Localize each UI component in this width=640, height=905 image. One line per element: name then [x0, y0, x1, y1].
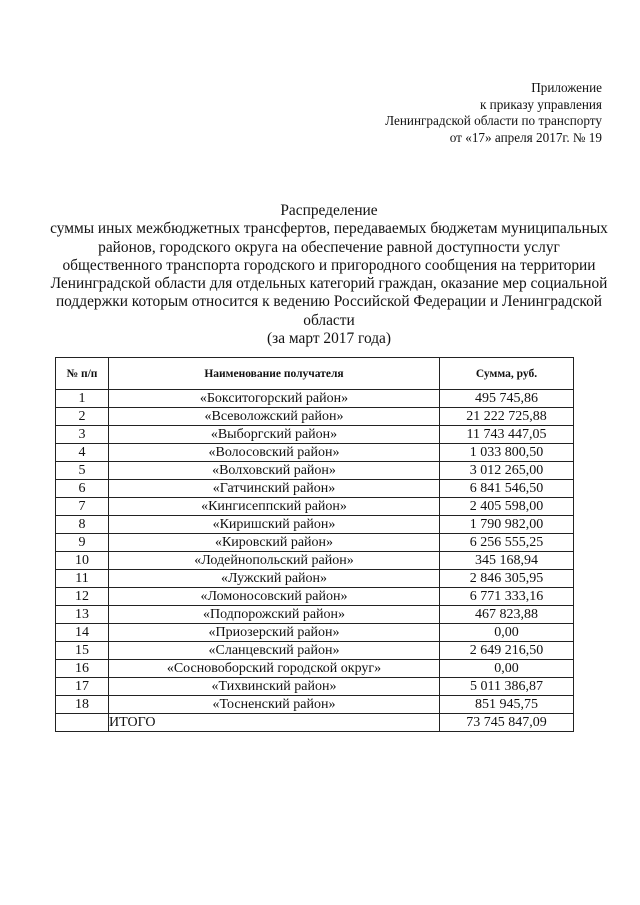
title-line: (за март 2017 года) [266, 330, 391, 348]
row-sum: 2 649 216,50 [440, 642, 574, 660]
row-number: 16 [56, 660, 109, 678]
recipient-name: «Кингисеппский район» [109, 498, 440, 516]
table-row [56, 678, 574, 696]
appendix-line: к приказу управления [479, 96, 602, 112]
row-number: 11 [56, 570, 109, 588]
row-sum: 0,00 [440, 624, 574, 642]
title-line: поддержки которым относится к ведению Российской Федерации и Ленинградской [55, 293, 603, 311]
row-sum: 6 771 333,16 [440, 588, 574, 606]
recipient-name: «Лужский район» [109, 570, 440, 588]
row-number: 18 [56, 696, 109, 714]
recipient-name: «Тихвинский район» [109, 678, 440, 696]
recipient-name: «Сланцевский район» [109, 642, 440, 660]
table-row [56, 426, 574, 444]
document-title [40, 202, 618, 348]
title-heading: Распределение [280, 202, 378, 219]
row-number: 15 [56, 642, 109, 660]
recipient-name: «Тосненский район» [109, 696, 440, 714]
table-row [56, 516, 574, 534]
total-row [56, 714, 574, 732]
table-row [56, 462, 574, 480]
recipient-name: «Приозерский район» [109, 624, 440, 642]
appendix-block [385, 80, 602, 146]
row-sum: 21 222 725,88 [440, 408, 574, 426]
table-row [56, 444, 574, 462]
recipient-name: «Ломоносовский район» [109, 588, 440, 606]
row-sum: 6 841 546,50 [440, 480, 574, 498]
row-number: 13 [56, 606, 109, 624]
recipient-name: «Кировский район» [109, 534, 440, 552]
column-header-recipient: Наименование получателя [109, 358, 440, 390]
table-row [56, 642, 574, 660]
row-sum: 851 945,75 [440, 696, 574, 714]
row-number: 5 [56, 462, 109, 480]
table-row [56, 588, 574, 606]
title-line: общественного транспорта городского и пригородного сообщения на территории [62, 256, 596, 274]
row-number: 9 [56, 534, 109, 552]
recipient-name: «Выборгский район» [109, 426, 440, 444]
recipient-name: «Киришский район» [109, 516, 440, 534]
recipient-name: «Подпорожский район» [109, 606, 440, 624]
row-number: 1 [56, 390, 109, 408]
column-header-number: № п/п [56, 358, 109, 390]
row-number: 14 [56, 624, 109, 642]
table-header-row [56, 358, 574, 390]
table-row [56, 498, 574, 516]
column-header-sum: Сумма, руб. [440, 358, 574, 390]
recipient-name: «Бокситогорский район» [109, 390, 440, 408]
table-row [56, 390, 574, 408]
title-line: районов, городского округа на обеспечение равной доступности услуг [98, 238, 560, 256]
row-number: 10 [56, 552, 109, 570]
row-number: 17 [56, 678, 109, 696]
row-sum: 467 823,88 [440, 606, 574, 624]
row-number: 7 [56, 498, 109, 516]
row-number: 12 [56, 588, 109, 606]
row-sum: 1 033 800,50 [440, 444, 574, 462]
recipient-name: «Гатчинский район» [109, 480, 440, 498]
title-line: суммы иных межбюджетных трансфертов, передаваемых бюджетам муниципальных [50, 220, 608, 238]
table-row [56, 552, 574, 570]
row-sum: 0,00 [440, 660, 574, 678]
row-number: 8 [56, 516, 109, 534]
row-sum: 6 256 555,25 [440, 534, 574, 552]
row-sum: 495 745,86 [440, 390, 574, 408]
row-number: 3 [56, 426, 109, 444]
recipient-name: «Волосовский район» [109, 444, 440, 462]
table-row [56, 624, 574, 642]
table-row [56, 660, 574, 678]
table-row [56, 606, 574, 624]
distribution-table [55, 357, 574, 732]
table-row [56, 696, 574, 714]
row-number: 6 [56, 480, 109, 498]
row-sum: 1 790 982,00 [440, 516, 574, 534]
row-sum: 3 012 265,00 [440, 462, 574, 480]
recipient-name: «Волховский район» [109, 462, 440, 480]
table-row [56, 408, 574, 426]
table-row [56, 480, 574, 498]
appendix-line: Ленинградской области по транспорту [385, 113, 602, 128]
row-sum: 2 846 305,95 [440, 570, 574, 588]
appendix-line: Приложение [531, 80, 602, 95]
table-row [56, 570, 574, 588]
recipient-name: «Всеволожский район» [109, 408, 440, 426]
row-sum: 345 168,94 [440, 552, 574, 570]
table-row [56, 534, 574, 552]
row-number: 4 [56, 444, 109, 462]
row-sum: 11 743 447,05 [440, 426, 574, 444]
row-number: 2 [56, 408, 109, 426]
total-label: ИТОГО [109, 714, 440, 732]
recipient-name: «Сосновоборский городской округ» [109, 660, 440, 678]
title-line: области [303, 311, 355, 329]
row-sum: 2 405 598,00 [440, 498, 574, 516]
total-number-cell [56, 714, 109, 732]
row-sum: 5 011 386,87 [440, 678, 574, 696]
appendix-line: от «17» апреля 2017г. № 19 [449, 129, 602, 145]
recipient-name: «Лодейнопольский район» [109, 552, 440, 570]
title-line: Ленинградской области для отдельных категорий граждан, оказание мер социальной [50, 275, 608, 293]
total-sum: 73 745 847,09 [440, 714, 574, 732]
